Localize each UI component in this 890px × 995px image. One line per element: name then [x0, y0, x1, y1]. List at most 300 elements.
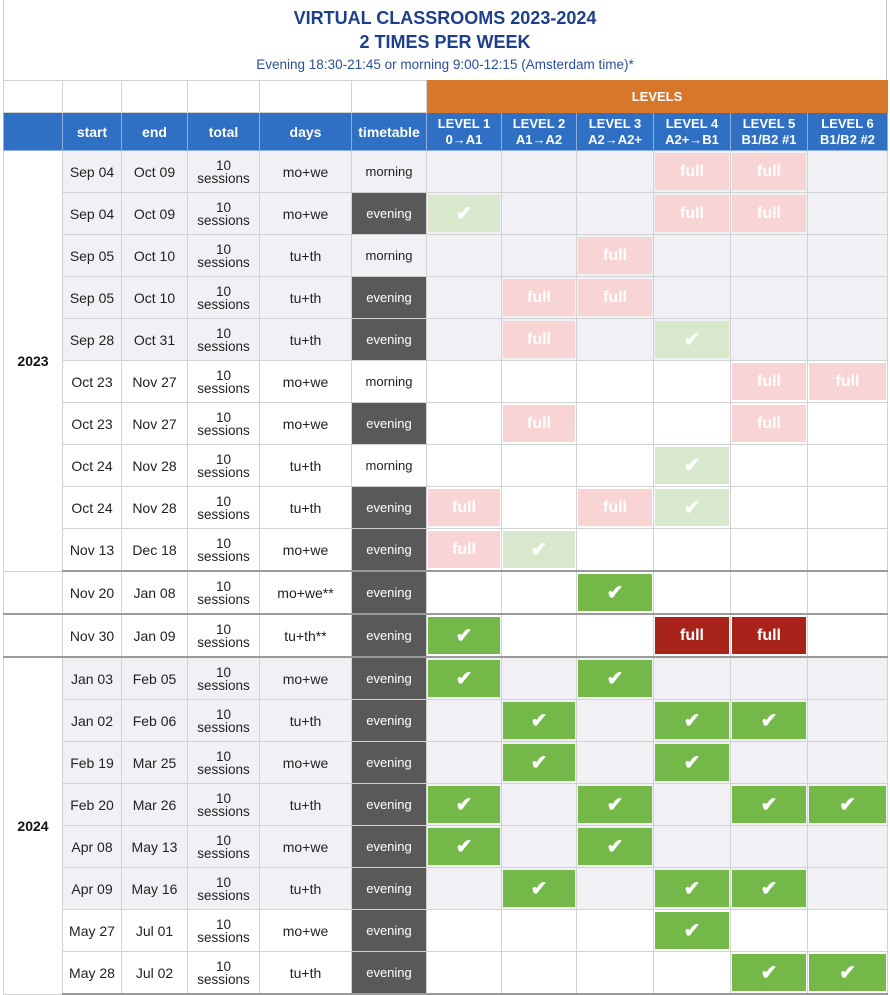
table-row: [4, 319, 888, 361]
level-full-badge: full: [732, 195, 806, 232]
session-unit: sessions: [197, 506, 250, 522]
level-1-cell: [427, 277, 502, 319]
column-header-timetable: timetable: [352, 113, 427, 151]
total-sessions: [188, 826, 260, 868]
level-available-check-icon: ✔: [732, 786, 806, 823]
page-title: VIRTUAL CLASSROOMS 2023-2024: [293, 8, 597, 28]
level-label: LEVEL 6: [821, 115, 874, 131]
end-date: Oct 09: [122, 151, 188, 193]
level-full-badge: full: [578, 279, 652, 316]
table-row: [4, 657, 888, 700]
table-row: [4, 910, 888, 952]
table-row: [4, 742, 888, 784]
timetable-evening: evening: [352, 952, 427, 995]
table-row: [4, 952, 888, 995]
start-date: Nov 20: [63, 571, 122, 614]
level-6-cell: [808, 151, 888, 193]
session-count: 10: [215, 157, 232, 173]
level-label: LEVEL 5: [742, 115, 796, 131]
year-label: 2024: [4, 657, 63, 994]
level-available-check-icon: ✔: [503, 744, 575, 781]
end-date: Jul 02: [122, 952, 188, 995]
start-date: Sep 28: [63, 319, 122, 361]
level-available-check-icon: ✔: [655, 870, 729, 907]
level-label: LEVEL 4: [665, 115, 719, 131]
days: mo+we: [260, 403, 352, 445]
level-4-cell: [654, 910, 731, 952]
level-4-cell: [654, 784, 731, 826]
level-full-badge: full: [655, 617, 729, 654]
level-3-header: [577, 113, 654, 151]
header-blank: [4, 81, 63, 113]
days: mo+we: [260, 742, 352, 784]
level-4-cell: [654, 193, 731, 235]
level-1-cell: [427, 403, 502, 445]
total-sessions: [188, 910, 260, 952]
start-date: Jan 02: [63, 700, 122, 742]
days: tu+th: [260, 235, 352, 277]
table-row: [4, 487, 888, 529]
level-2-cell: [502, 952, 577, 995]
session-count: 10: [215, 367, 232, 383]
level-range: A2→A2+: [588, 131, 642, 147]
level-range: 0→A1: [445, 131, 483, 147]
level-5-cell: [731, 487, 808, 529]
level-3-cell: [577, 742, 654, 784]
level-6-cell: [808, 193, 888, 235]
level-6-cell: [808, 784, 888, 826]
session-unit: sessions: [197, 464, 250, 480]
level-4-cell: [654, 361, 731, 403]
level-6-cell: [808, 235, 888, 277]
end-date: Jul 01: [122, 910, 188, 952]
session-count: 10: [215, 790, 232, 806]
level-range: B1/B2 #2: [820, 131, 875, 147]
level-3-cell: [577, 193, 654, 235]
session-unit: sessions: [197, 634, 250, 650]
level-3-cell: [577, 910, 654, 952]
level-label: LEVEL 3: [588, 115, 642, 131]
session-unit: sessions: [197, 803, 250, 819]
level-2-cell: [502, 784, 577, 826]
level-1-cell: [427, 571, 502, 614]
level-4-cell: [654, 277, 731, 319]
session-count: 10: [215, 241, 232, 257]
level-5-cell: [731, 700, 808, 742]
end-date: Nov 27: [122, 361, 188, 403]
days: tu+th: [260, 952, 352, 995]
start-date: Nov 13: [63, 529, 122, 572]
end-date: Oct 10: [122, 235, 188, 277]
level-4-cell: [654, 529, 731, 572]
total-sessions: [188, 742, 260, 784]
level-6-cell: [808, 277, 888, 319]
level-6-cell: [808, 826, 888, 868]
level-4-cell: [654, 742, 731, 784]
level-available-check-icon: ✔: [655, 447, 729, 484]
level-3-cell: [577, 403, 654, 445]
session-unit: sessions: [197, 254, 250, 270]
level-2-cell: [502, 235, 577, 277]
level-3-cell: [577, 657, 654, 700]
end-date: Nov 27: [122, 403, 188, 445]
start-date: Nov 30: [63, 614, 122, 657]
level-available-check-icon: ✔: [809, 954, 886, 991]
level-4-cell: [654, 571, 731, 614]
level-full-badge: full: [732, 363, 806, 400]
level-3-cell: [577, 445, 654, 487]
level-available-check-icon: ✔: [655, 489, 729, 526]
table-row: [4, 361, 888, 403]
timetable-evening: evening: [352, 700, 427, 742]
level-1-header: [427, 113, 502, 151]
level-1-cell: [427, 614, 502, 657]
session-unit: sessions: [197, 845, 250, 861]
header-blank: [63, 81, 122, 113]
session-count: 10: [215, 578, 232, 594]
timetable-morning: morning: [352, 235, 427, 277]
days: mo+we: [260, 910, 352, 952]
table-row: [4, 151, 888, 193]
level-label: LEVEL 2: [512, 115, 566, 131]
level-full-badge: full: [428, 489, 500, 526]
column-header-total: total: [188, 113, 260, 151]
level-6-cell: [808, 742, 888, 784]
level-2-cell: [502, 571, 577, 614]
session-count: 10: [215, 958, 232, 974]
end-date: May 13: [122, 826, 188, 868]
start-date: Apr 09: [63, 868, 122, 910]
session-unit: sessions: [197, 548, 250, 564]
total-sessions: [188, 868, 260, 910]
end-date: Feb 05: [122, 657, 188, 700]
days: tu+th: [260, 487, 352, 529]
level-5-cell: [731, 277, 808, 319]
level-available-check-icon: ✔: [503, 531, 575, 568]
days: mo+we: [260, 151, 352, 193]
level-3-cell: [577, 277, 654, 319]
days: mo+we**: [260, 571, 352, 614]
start-date: Sep 05: [63, 277, 122, 319]
session-count: 10: [215, 409, 232, 425]
level-3-cell: [577, 700, 654, 742]
total-sessions: [188, 657, 260, 700]
timetable-evening: evening: [352, 784, 427, 826]
timetable-evening: evening: [352, 868, 427, 910]
level-5-cell: [731, 868, 808, 910]
end-date: Jan 09: [122, 614, 188, 657]
timetable-evening: evening: [352, 571, 427, 614]
end-date: Mar 26: [122, 784, 188, 826]
level-available-check-icon: ✔: [809, 786, 886, 823]
total-sessions: [188, 529, 260, 572]
level-2-cell: [502, 700, 577, 742]
level-3-cell: [577, 868, 654, 910]
level-2-cell: [502, 193, 577, 235]
session-unit: sessions: [197, 887, 250, 903]
level-4-cell: [654, 614, 731, 657]
session-unit: sessions: [197, 591, 250, 607]
schedule-table: [3, 80, 888, 995]
end-date: May 16: [122, 868, 188, 910]
session-count: 10: [215, 748, 232, 764]
level-4-cell: [654, 868, 731, 910]
level-2-cell: [502, 657, 577, 700]
table-row: [4, 784, 888, 826]
level-6-cell: [808, 614, 888, 657]
level-1-cell: [427, 868, 502, 910]
level-5-cell: [731, 910, 808, 952]
level-range: A2+→B1: [665, 131, 719, 147]
session-count: 10: [215, 451, 232, 467]
level-3-cell: [577, 571, 654, 614]
session-count: 10: [215, 706, 232, 722]
level-6-cell: [808, 361, 888, 403]
session-unit: sessions: [197, 761, 250, 777]
level-1-cell: [427, 826, 502, 868]
level-full-badge: full: [428, 531, 500, 568]
level-1-cell: [427, 487, 502, 529]
start-date: Sep 05: [63, 235, 122, 277]
level-2-cell: [502, 742, 577, 784]
days: tu+th: [260, 700, 352, 742]
level-available-check-icon: ✔: [428, 617, 500, 654]
session-unit: sessions: [197, 422, 250, 438]
timetable-evening: evening: [352, 403, 427, 445]
level-3-cell: [577, 151, 654, 193]
level-available-check-icon: ✔: [655, 912, 729, 949]
level-5-cell: [731, 403, 808, 445]
level-5-cell: [731, 445, 808, 487]
level-6-cell: [808, 487, 888, 529]
end-date: Nov 28: [122, 445, 188, 487]
level-4-cell: [654, 319, 731, 361]
level-5-cell: [731, 657, 808, 700]
header-blank: [260, 81, 352, 113]
column-header-days: days: [260, 113, 352, 151]
levels-header: LEVELS: [427, 81, 888, 113]
session-count: 10: [215, 199, 232, 215]
level-available-check-icon: ✔: [578, 786, 652, 823]
session-unit: sessions: [197, 212, 250, 228]
session-unit: sessions: [197, 170, 250, 186]
level-4-cell: [654, 487, 731, 529]
level-5-cell: [731, 571, 808, 614]
timetable-evening: evening: [352, 193, 427, 235]
table-row: [4, 700, 888, 742]
session-unit: sessions: [197, 380, 250, 396]
timetable-evening: evening: [352, 657, 427, 700]
level-available-check-icon: ✔: [732, 954, 806, 991]
total-sessions: [188, 487, 260, 529]
total-sessions: [188, 700, 260, 742]
level-full-badge: full: [503, 321, 575, 358]
table-row: [4, 529, 888, 572]
level-2-cell: [502, 614, 577, 657]
year-label: 2023: [4, 151, 63, 572]
timetable-evening: evening: [352, 742, 427, 784]
timetable-evening: evening: [352, 529, 427, 572]
level-2-cell: [502, 445, 577, 487]
end-date: Mar 25: [122, 742, 188, 784]
level-5-cell: [731, 193, 808, 235]
start-date: Jan 03: [63, 657, 122, 700]
level-4-cell: [654, 700, 731, 742]
start-date: Feb 19: [63, 742, 122, 784]
header-blank: [122, 81, 188, 113]
timetable-evening: evening: [352, 826, 427, 868]
level-3-cell: [577, 361, 654, 403]
days: tu+th: [260, 319, 352, 361]
timetable-evening: evening: [352, 319, 427, 361]
level-6-cell: [808, 403, 888, 445]
level-6-cell: [808, 529, 888, 572]
level-4-cell: [654, 445, 731, 487]
level-full-badge: full: [578, 237, 652, 274]
level-5-header: [731, 113, 808, 151]
level-6-cell: [808, 571, 888, 614]
level-6-cell: [808, 952, 888, 995]
session-unit: sessions: [197, 338, 250, 354]
days: mo+we: [260, 529, 352, 572]
session-unit: sessions: [197, 719, 250, 735]
start-date: Oct 23: [63, 361, 122, 403]
level-2-cell: [502, 487, 577, 529]
level-3-cell: [577, 529, 654, 572]
total-sessions: [188, 277, 260, 319]
session-unit: sessions: [197, 296, 250, 312]
end-date: Oct 31: [122, 319, 188, 361]
level-full-badge: full: [732, 405, 806, 442]
level-2-cell: [502, 403, 577, 445]
days: mo+we: [260, 657, 352, 700]
total-sessions: [188, 784, 260, 826]
timetable-evening: evening: [352, 487, 427, 529]
level-2-cell: [502, 868, 577, 910]
level-1-cell: [427, 319, 502, 361]
level-3-cell: [577, 319, 654, 361]
year-blank: [4, 614, 63, 657]
level-4-cell: [654, 657, 731, 700]
level-available-check-icon: ✔: [428, 828, 500, 865]
session-count: 10: [215, 916, 232, 932]
level-full-badge: full: [578, 489, 652, 526]
schedule-note: Evening 18:30-21:45 or morning 9:00-12:15 (Amsterdam time)*: [256, 57, 634, 72]
year-blank: [4, 571, 63, 614]
column-header-start: start: [63, 113, 122, 151]
level-4-cell: [654, 403, 731, 445]
end-date: Nov 28: [122, 487, 188, 529]
timetable-evening: evening: [352, 277, 427, 319]
table-row: [4, 826, 888, 868]
total-sessions: [188, 403, 260, 445]
year-column-header: [4, 113, 63, 151]
level-6-cell: [808, 319, 888, 361]
level-full-badge: full: [503, 405, 575, 442]
start-date: Sep 04: [63, 193, 122, 235]
level-full-badge: full: [732, 617, 806, 654]
level-available-check-icon: ✔: [655, 744, 729, 781]
end-date: Oct 10: [122, 277, 188, 319]
table-row: [4, 614, 888, 657]
level-available-check-icon: ✔: [428, 195, 500, 232]
level-6-cell: [808, 657, 888, 700]
table-row: [4, 193, 888, 235]
level-1-cell: [427, 235, 502, 277]
level-5-cell: [731, 361, 808, 403]
end-date: Jan 08: [122, 571, 188, 614]
level-available-check-icon: ✔: [655, 702, 729, 739]
level-6-cell: [808, 445, 888, 487]
level-4-cell: [654, 151, 731, 193]
level-2-cell: [502, 277, 577, 319]
start-date: Apr 08: [63, 826, 122, 868]
level-1-cell: [427, 910, 502, 952]
level-1-cell: [427, 784, 502, 826]
level-available-check-icon: ✔: [428, 660, 500, 697]
start-date: Oct 23: [63, 403, 122, 445]
header-blank: [188, 81, 260, 113]
session-count: 10: [215, 621, 232, 637]
start-date: Oct 24: [63, 487, 122, 529]
level-1-cell: [427, 193, 502, 235]
level-5-cell: [731, 529, 808, 572]
level-5-cell: [731, 151, 808, 193]
total-sessions: [188, 193, 260, 235]
session-count: 10: [215, 325, 232, 341]
level-3-cell: [577, 952, 654, 995]
level-available-check-icon: ✔: [503, 702, 575, 739]
level-available-check-icon: ✔: [578, 574, 652, 611]
session-count: 10: [215, 874, 232, 890]
level-5-cell: [731, 742, 808, 784]
table-row: [4, 235, 888, 277]
level-5-cell: [731, 235, 808, 277]
total-sessions: [188, 614, 260, 657]
total-sessions: [188, 571, 260, 614]
level-available-check-icon: ✔: [578, 828, 652, 865]
session-unit: sessions: [197, 677, 250, 693]
level-2-cell: [502, 826, 577, 868]
level-range: B1/B2 #1: [741, 131, 797, 147]
level-1-cell: [427, 657, 502, 700]
session-count: 10: [215, 493, 232, 509]
total-sessions: [188, 319, 260, 361]
session-count: 10: [215, 664, 232, 680]
session-unit: sessions: [197, 929, 250, 945]
total-sessions: [188, 361, 260, 403]
level-2-header: [502, 113, 577, 151]
timetable-morning: morning: [352, 445, 427, 487]
title-block: [3, 0, 887, 80]
level-6-cell: [808, 868, 888, 910]
level-4-cell: [654, 952, 731, 995]
table-row: [4, 571, 888, 614]
level-4-cell: [654, 235, 731, 277]
total-sessions: [188, 445, 260, 487]
timetable-morning: morning: [352, 361, 427, 403]
level-3-cell: [577, 235, 654, 277]
level-1-cell: [427, 700, 502, 742]
level-2-cell: [502, 910, 577, 952]
level-label: LEVEL 1: [437, 115, 491, 131]
table-row: [4, 403, 888, 445]
table-row: [4, 868, 888, 910]
end-date: Oct 09: [122, 193, 188, 235]
level-2-cell: [502, 361, 577, 403]
level-2-cell: [502, 529, 577, 572]
level-1-cell: [427, 445, 502, 487]
